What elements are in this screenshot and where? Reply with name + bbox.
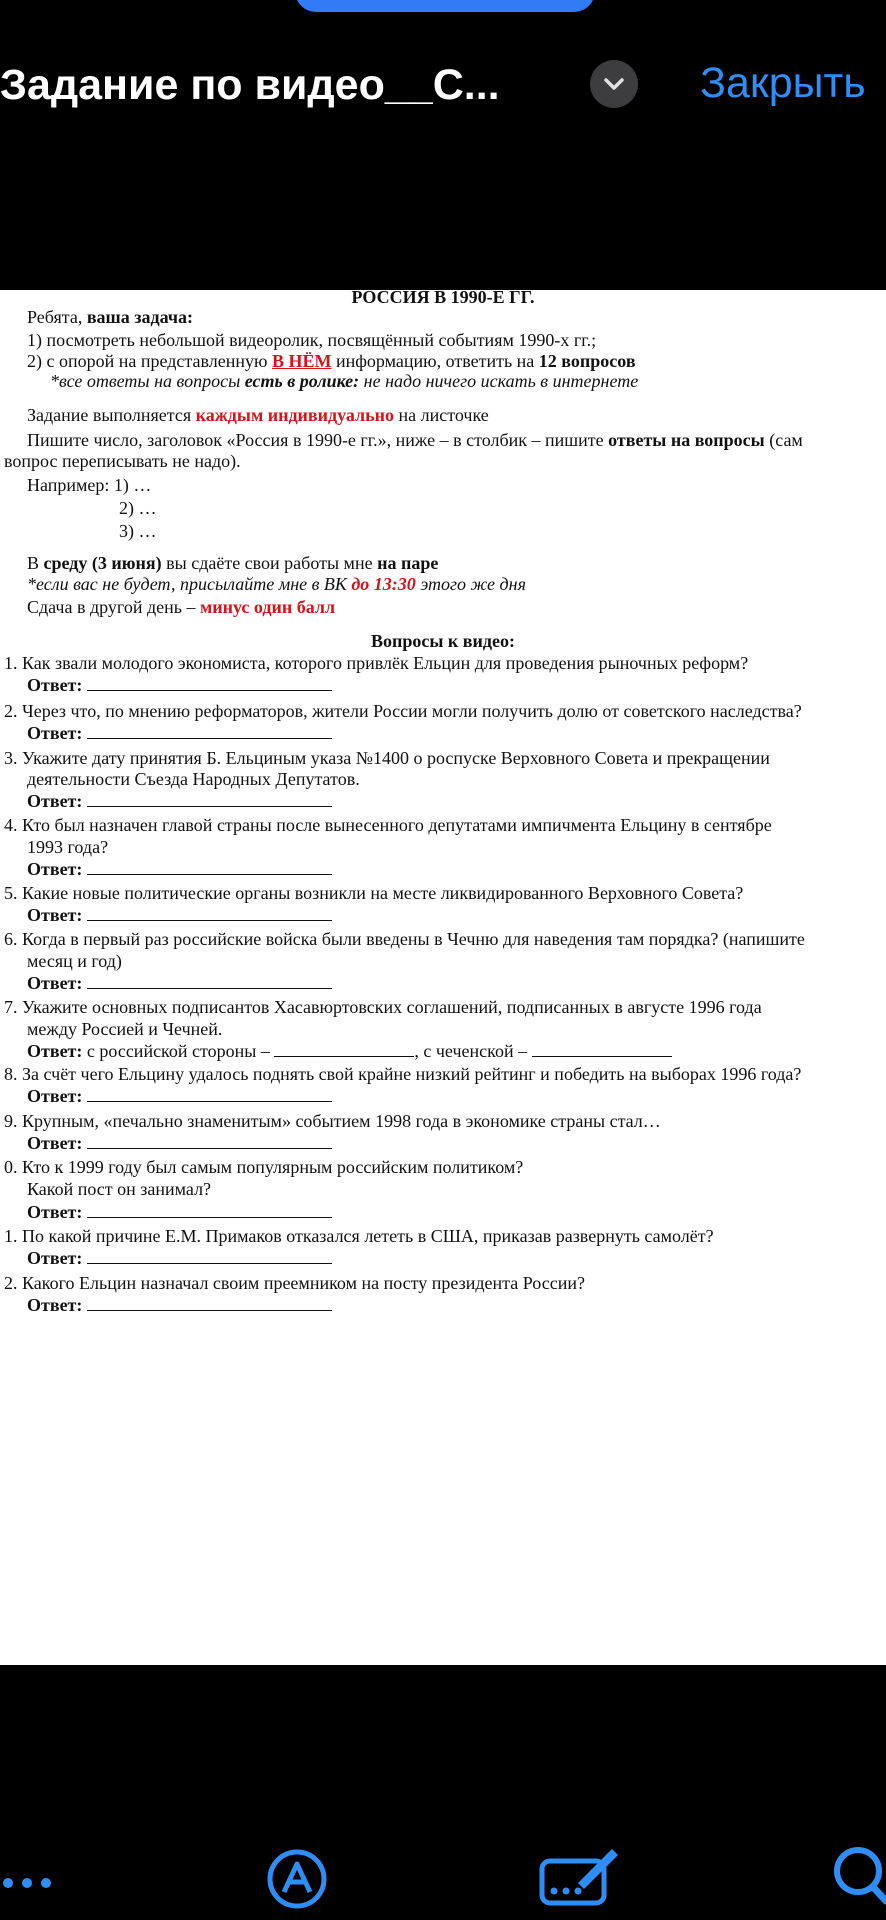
- title-menu-button[interactable]: [590, 60, 638, 108]
- question: 1993 года?: [27, 837, 109, 857]
- text-line: В среду (3 июня) вы сдаёте свои работы мне на паре: [27, 553, 439, 573]
- answer-line: Ответ:: [27, 722, 332, 744]
- text-line: *если вас не будет, присылайте мне в ВК до 13:30 этого же дня: [27, 574, 526, 594]
- text-line: 1) посмотреть небольшой видеоролик, посвящённый событиям 1990-х гг.;: [27, 330, 597, 350]
- search-icon[interactable]: [832, 1845, 886, 1914]
- answer-line: Ответ:: [27, 972, 332, 994]
- question: 3. Укажите дату принятия Б. Ельциным указа №1400 о роспуске Верховного Совета и прекращении: [4, 748, 770, 768]
- question: 6. Когда в первый раз российские войска были введены в Чечню для наведения там порядка? (напишите: [4, 929, 805, 949]
- top-bar: [0, 0, 886, 290]
- answer-line: Ответ:: [27, 1247, 332, 1269]
- question: 0. Кто к 1999 году был самым популярным российским политиком?: [4, 1157, 524, 1177]
- text-line: 2) …: [119, 498, 157, 518]
- answer-line: Ответ:: [27, 1085, 332, 1107]
- document-title: Задание по видео__С...: [0, 61, 500, 109]
- question: между Россией и Чечней.: [27, 1019, 223, 1039]
- answer-line: Ответ:: [27, 904, 332, 926]
- keyboard-icon[interactable]: [538, 1843, 624, 1914]
- answer-line: Ответ:: [27, 1201, 332, 1223]
- chevron-down-icon: [602, 74, 626, 94]
- close-button[interactable]: Закрыть: [700, 59, 866, 107]
- answer-line: Ответ: с российской стороны – , с чеченской –: [27, 1040, 672, 1062]
- answer-line: Ответ:: [27, 1294, 332, 1316]
- question: 1. По какой причине Е.М. Примаков отказался лететь в США, приказав развернуть самолёт?: [4, 1226, 714, 1246]
- question: 7. Укажите основных подписантов Хасавюртовских соглашений, подписанных в августе 1996 года: [4, 997, 762, 1017]
- page-title: РОССИЯ В 1990-Е ГГ.: [351, 290, 535, 307]
- more-icon[interactable]: [0, 1873, 60, 1898]
- text-line: вопрос переписывать не надо).: [4, 451, 241, 471]
- text-line: Пишите число, заголовок «Россия в 1990-е гг.», ниже – в столбик – пишите ответы на вопросы (сам: [27, 430, 803, 450]
- markup-icon[interactable]: [266, 1848, 328, 1915]
- question: Какой пост он занимал?: [27, 1179, 212, 1199]
- question: 2. Какого Ельцин назначал своим преемником на посту президента России?: [4, 1273, 585, 1293]
- text-line: *все ответы на вопросы есть в ролике: не надо ничего искать в интернете: [50, 371, 639, 391]
- question: деятельности Съезда Народных Депутатов.: [27, 769, 360, 789]
- bottom-toolbar: [0, 1665, 886, 1920]
- document-page: [0, 290, 886, 1665]
- question: 5. Какие новые политические органы возникли на месте ликвидированного Верховного Совета?: [4, 883, 744, 903]
- text-line: Например: 1) …: [27, 475, 152, 495]
- status-pill: [295, 0, 595, 12]
- answer-line: Ответ:: [27, 790, 332, 812]
- answer-line: Ответ:: [27, 858, 332, 880]
- text-line: Ребята, ваша задача:: [27, 307, 194, 327]
- text-line: 3) …: [119, 521, 157, 541]
- answer-line: Ответ:: [27, 1132, 332, 1154]
- text-line: 2) с опорой на представленную В НЁМ информацию, ответить на 12 вопросов: [27, 351, 636, 371]
- text-line: Сдача в другой день – минус один балл: [27, 597, 336, 617]
- question: 4. Кто был назначен главой страны после вынесенного депутатами импичмента Ельцину в сентябре: [4, 815, 772, 835]
- question: 1. Как звали молодого экономиста, которого привлёк Ельцин для проведения рыночных реформ?: [4, 653, 749, 673]
- question: 9. Крупным, «печально знаменитым» событием 1998 года в экономике страны стал…: [4, 1111, 661, 1131]
- question: месяц и год): [27, 951, 122, 971]
- questions-title: Вопросы к видео:: [371, 631, 515, 651]
- question: 8. За счёт чего Ельцину удалось поднять свой крайне низкий рейтинг и победить на выборах 1996 года?: [4, 1064, 802, 1084]
- answer-line: Ответ:: [27, 674, 332, 696]
- question: 2. Через что, по мнению реформаторов, жители России могли получить долю от советского наследства?: [4, 701, 802, 721]
- text-line: Задание выполняется каждым индивидуально на листочке: [27, 405, 489, 425]
